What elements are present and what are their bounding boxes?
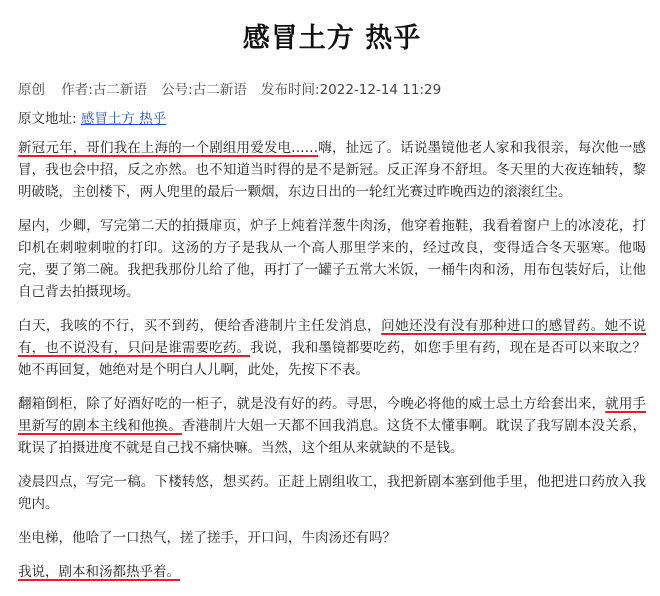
author-label: 作者:古二新语 [61, 82, 147, 98]
highlighted-text: 新冠元年，哥们我在上海的一个剧组用爱发电…… [18, 140, 319, 156]
highlighted-text: 问她还没有没有那种进口的感冒药。她不说有，也不说没有，只问是谁需要吃药。 [18, 318, 647, 356]
paragraph-2 [18, 215, 646, 303]
paragraph-text: 嗨，扯远了。话说墨镜他老人家和我很亲，每次他一感冒，我也会中招，反之亦然。也不知道当时得的是不是新冠。反正浑身不舒坦。冬天里的大夜连轴转，黎明破晓，主创楼下，两人兜里的最后一颗烟，东边日出的一轮红光赛过昨晚西边的滚滚红尘。 [18, 140, 647, 200]
paragraph-5 [18, 471, 646, 515]
original-tag: 原创 [18, 82, 45, 98]
article-title: 感冒土方 热乎 [242, 23, 422, 54]
paragraph-text: 屋内，少卿，写完第二天的拍摄扉页，炉子上炖着洋葱牛肉汤，他穿着拖鞋，我看着窗户上的冰凌花，打印机在刺啦刺啦的打印。这汤的方子是我从一个高人那里学来的，经过改良，变得适合冬天驱寒。他喝完，要了第二碗。我把我那份儿给了他，再打了一罐子五常大米饭，一桶牛肉和汤，用布包装好后，让他自己背去拍摄现场。 [18, 218, 646, 300]
highlighted-text: 就用手里新写的剧本主线和他换。 [18, 396, 646, 434]
paragraph-text: 我说，我和墨镜都要吃药，如您手里有药，现在是否可以来取之？ 她不再回复，她绝对是个明白人儿啊，此处，先按下不表。 [18, 340, 647, 378]
highlighted-text: 我说，剧本和汤都热乎着。 [18, 564, 180, 580]
account-label: 公号:古二新语 [161, 82, 247, 98]
article-meta [18, 78, 646, 98]
paragraph-text: 凌晨四点，写完一稿。下楼转悠，想买药。正赶上剧组收工，我把新剧本塞到他手里，他把进口药放入我兜内。 [18, 474, 646, 512]
source-line [18, 107, 646, 127]
paragraph-1 [18, 137, 646, 203]
paragraph-4 [18, 393, 646, 459]
publish-time: 发布时间:2022-12-14 11:29 [261, 82, 442, 98]
paragraph-text: 香港制片大姐一天都不回我消息。这货不太懂事啊。耽误了我写剧本没关系，耽误了拍摄进度不就是自己找不痛快嘛。当然，这个组从来就缺的不是钱。 [18, 418, 647, 456]
source-label: 原文地址: [18, 111, 77, 127]
source-link[interactable]: 感冒土方 热乎 [80, 111, 167, 127]
paragraph-7 [18, 561, 646, 583]
paragraph-text: 翻箱倒柜，除了好酒好吃的一柜子，就是没有好的药。寻思，今晚必将他的威士忌土方给套出来， [18, 396, 606, 412]
paragraph-text: 白天，我咳的不行，买不到药，便给香港制片主任发消息， [18, 318, 382, 334]
paragraph-3 [18, 315, 646, 381]
paragraph-text: 坐电梯，他哈了一口热气，搓了搓手，开口问，牛肉汤还有吗？ [18, 530, 396, 546]
paragraph-6 [18, 527, 646, 549]
